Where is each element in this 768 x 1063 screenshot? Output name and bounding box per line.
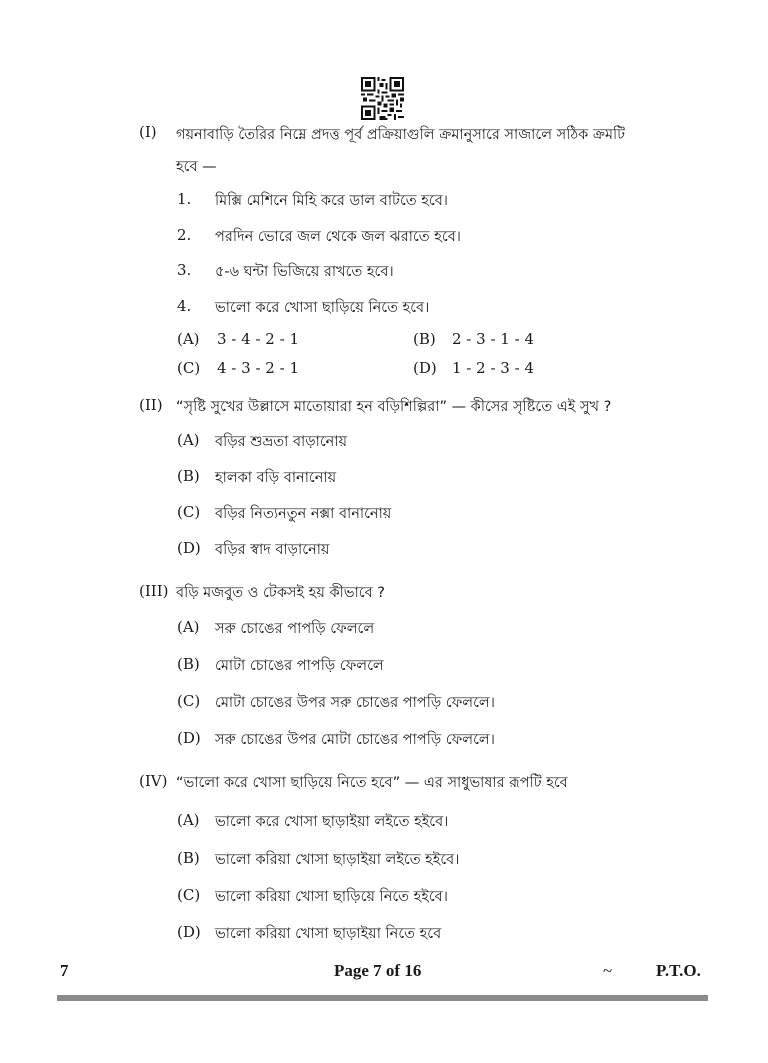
- option-label: (A): [177, 330, 200, 348]
- option-text: মোটা চোঙের পাপড়ি ফেললে: [215, 658, 384, 674]
- option-text: 2 - 3 - 1 - 4: [452, 330, 534, 348]
- option-label: (B): [177, 849, 200, 867]
- page-indicator: Page 7 of 16: [334, 961, 422, 980]
- step-number: 2.: [177, 226, 192, 244]
- option-text: 1 - 2 - 3 - 4: [452, 359, 534, 377]
- option-text: ভালো করিয়া খোসা ছাড়াইয়া নিতে হবে: [215, 926, 442, 942]
- step-number: 4.: [177, 297, 192, 315]
- question-number: (I): [139, 123, 157, 141]
- option-text: সরু চোঙের পাপড়ি ফেললে: [215, 621, 375, 637]
- option-text: বড়ির শুভ্রতা বাড়ানোয়: [215, 434, 348, 450]
- option-label: (D): [177, 539, 201, 557]
- option-label: (D): [413, 359, 437, 377]
- option-label: (C): [177, 692, 201, 710]
- option-text: বড়ির নিত্যনতুন নক্সা বানানোয়: [215, 506, 392, 522]
- option-label: (A): [177, 811, 200, 829]
- tilde-mark: ~: [603, 961, 613, 980]
- step-number: 1.: [177, 190, 192, 208]
- step-text: মিক্সি মেশিনে মিহি করে ডাল বাটতে হবে।: [215, 193, 448, 209]
- qr-code-icon: [361, 77, 404, 120]
- step-number: 3.: [177, 261, 192, 279]
- option-text: 4 - 3 - 2 - 1: [217, 359, 299, 377]
- option-text: ভালো করে খোসা ছাড়াইয়া লইতে হইবে।: [215, 814, 449, 830]
- pto-label: P.T.O.: [656, 961, 701, 980]
- option-label: (D): [177, 923, 201, 941]
- question-text-cont: হবে —: [176, 159, 217, 175]
- option-text: বড়ির স্বাদ বাড়ানোয়: [215, 542, 330, 558]
- option-label: (C): [177, 359, 201, 377]
- question-text: গয়নাবাড়ি তৈরির নিম্নে প্রদত্ত পূর্ব প্রক্রিয়াগুলি ক্রমানুসারে সাজালে সঠিক ক্রমটি: [176, 127, 626, 143]
- option-text: ভালো করিয়া খোসা ছাড়িয়ে নিতে হইবে।: [215, 889, 448, 905]
- question-number: (III): [139, 582, 169, 600]
- option-label: (C): [177, 503, 201, 521]
- option-label: (A): [177, 618, 200, 636]
- option-label: (B): [177, 467, 200, 485]
- question-text: “ভালো করে খোসা ছাড়িয়ে নিতে হবে” — এর সাধুভাষার রূপটি হবে: [176, 775, 568, 791]
- page-number-left: 7: [60, 961, 69, 980]
- step-text: পরদিন ভোরে জল থেকে জল ঝরাতে হবে।: [215, 229, 461, 245]
- option-label: (B): [413, 330, 436, 348]
- option-label: (D): [177, 729, 201, 747]
- question-number: (IV): [139, 772, 168, 790]
- option-label: (A): [177, 431, 200, 449]
- question-number: (II): [139, 396, 163, 414]
- option-text: 3 - 4 - 2 - 1: [217, 330, 299, 348]
- option-text: হালকা বড়ি বানানোয়: [215, 470, 337, 486]
- option-text: ভালো করিয়া খোসা ছাড়াইয়া লইতে হইবে।: [215, 852, 460, 868]
- question-text: বড়ি মজবুত ও টেকসই হয় কীভাবে ?: [176, 585, 385, 601]
- question-text: “সৃষ্টি সুখের উল্লাসে মাতোয়ারা হন বড়িশিল্পিরা” — কীসের সৃষ্টিতে এই সুখ ?: [176, 399, 612, 415]
- step-text: ভালো করে খোসা ছাড়িয়ে নিতে হবে।: [215, 300, 430, 316]
- step-text: ৫-৬ ঘন্টা ভিজিয়ে রাখতে হবে।: [215, 264, 394, 280]
- option-text: মোটা চোঙের উপর সরু চোঙের পাপড়ি ফেললে।: [215, 695, 495, 711]
- option-text: সরু চোঙের উপর মোটা চোঙের পাপড়ি ফেললে।: [215, 732, 495, 748]
- option-label: (B): [177, 655, 200, 673]
- option-label: (C): [177, 886, 201, 904]
- footer-divider: [57, 995, 708, 1001]
